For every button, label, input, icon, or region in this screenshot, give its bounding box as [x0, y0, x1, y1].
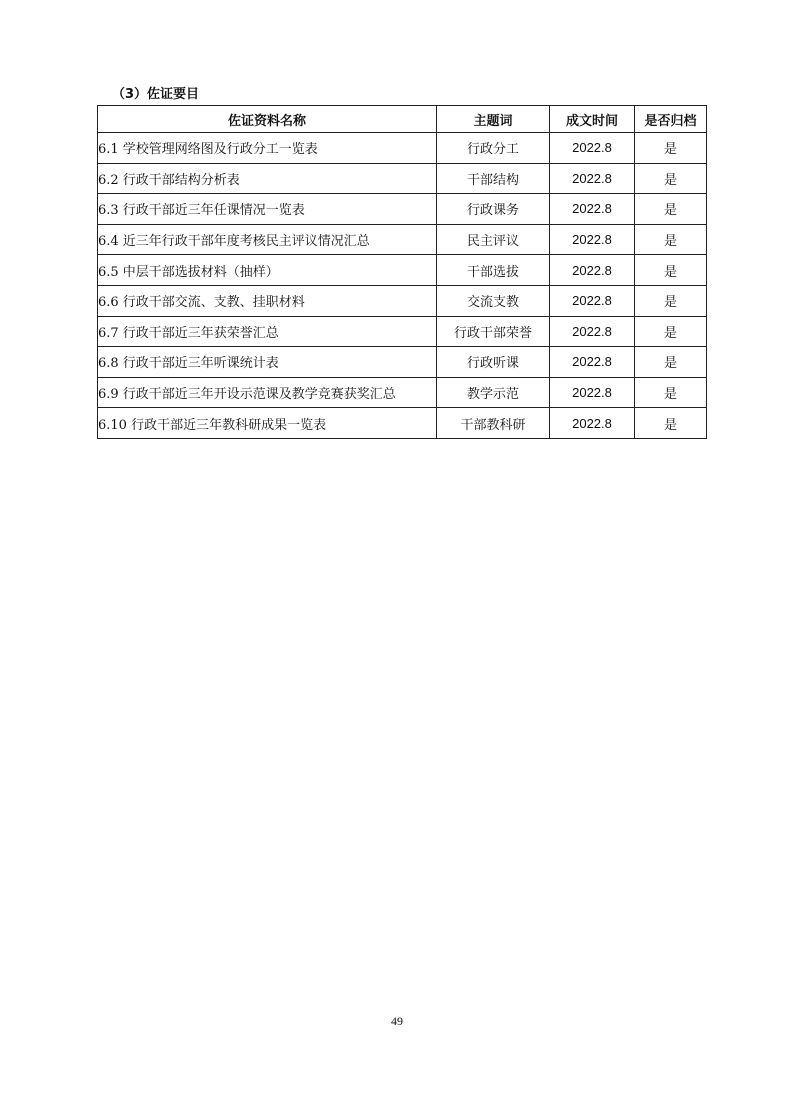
evidence-table	[97, 105, 707, 439]
cell-keyword: 教学示范	[437, 377, 550, 408]
header-name: 佐证资料名称	[98, 106, 437, 133]
cell-archived: 是	[635, 194, 707, 225]
cell-archived: 是	[635, 133, 707, 164]
cell-name: 6.7 行政干部近三年获荣誉汇总	[98, 316, 437, 347]
cell-name: 6.9 行政干部近三年开设示范课及教学竞赛获奖汇总	[98, 377, 437, 408]
table-row	[98, 194, 707, 225]
table-row	[98, 316, 707, 347]
cell-keyword: 行政干部荣誉	[437, 316, 550, 347]
cell-archived: 是	[635, 408, 707, 439]
cell-archived: 是	[635, 163, 707, 194]
cell-archived: 是	[635, 347, 707, 378]
cell-name: 6.2 行政干部结构分析表	[98, 163, 437, 194]
section-title: （3）佐证要目	[112, 87, 200, 102]
header-keyword: 主题词	[437, 106, 550, 133]
cell-keyword: 民主评议	[437, 224, 550, 255]
cell-keyword: 干部选拔	[437, 255, 550, 286]
cell-keyword: 干部结构	[437, 163, 550, 194]
cell-archived: 是	[635, 224, 707, 255]
cell-date: 2022.8	[550, 377, 635, 408]
cell-name: 6.6 行政干部交流、支教、挂职材料	[98, 285, 437, 316]
page-number: 49	[391, 1014, 403, 1028]
cell-keyword: 干部教科研	[437, 408, 550, 439]
cell-date: 2022.8	[550, 347, 635, 378]
header-row	[98, 106, 707, 133]
cell-date: 2022.8	[550, 194, 635, 225]
cell-date: 2022.8	[550, 285, 635, 316]
cell-archived: 是	[635, 316, 707, 347]
cell-date: 2022.8	[550, 255, 635, 286]
header-date: 成文时间	[550, 106, 635, 133]
cell-name: 6.3 行政干部近三年任课情况一览表	[98, 194, 437, 225]
cell-keyword: 交流支教	[437, 285, 550, 316]
table-row	[98, 224, 707, 255]
cell-keyword: 行政听课	[437, 347, 550, 378]
cell-name: 6.4 近三年行政干部年度考核民主评议情况汇总	[98, 224, 437, 255]
table-row	[98, 285, 707, 316]
table-row	[98, 347, 707, 378]
cell-archived: 是	[635, 377, 707, 408]
header-archived: 是否归档	[635, 106, 707, 133]
cell-date: 2022.8	[550, 163, 635, 194]
cell-name: 6.8 行政干部近三年听课统计表	[98, 347, 437, 378]
cell-archived: 是	[635, 285, 707, 316]
cell-name: 6.5 中层干部选拔材料（抽样）	[98, 255, 437, 286]
table-row	[98, 255, 707, 286]
table-row	[98, 408, 707, 439]
cell-date: 2022.8	[550, 408, 635, 439]
cell-archived: 是	[635, 255, 707, 286]
cell-date: 2022.8	[550, 316, 635, 347]
cell-keyword: 行政分工	[437, 133, 550, 164]
cell-keyword: 行政课务	[437, 194, 550, 225]
table-row	[98, 163, 707, 194]
table-row	[98, 377, 707, 408]
cell-date: 2022.8	[550, 224, 635, 255]
cell-name: 6.10 行政干部近三年教科研成果一览表	[98, 408, 437, 439]
cell-name: 6.1 学校管理网络图及行政分工一览表	[98, 133, 437, 164]
table-row	[98, 133, 707, 164]
cell-date: 2022.8	[550, 133, 635, 164]
